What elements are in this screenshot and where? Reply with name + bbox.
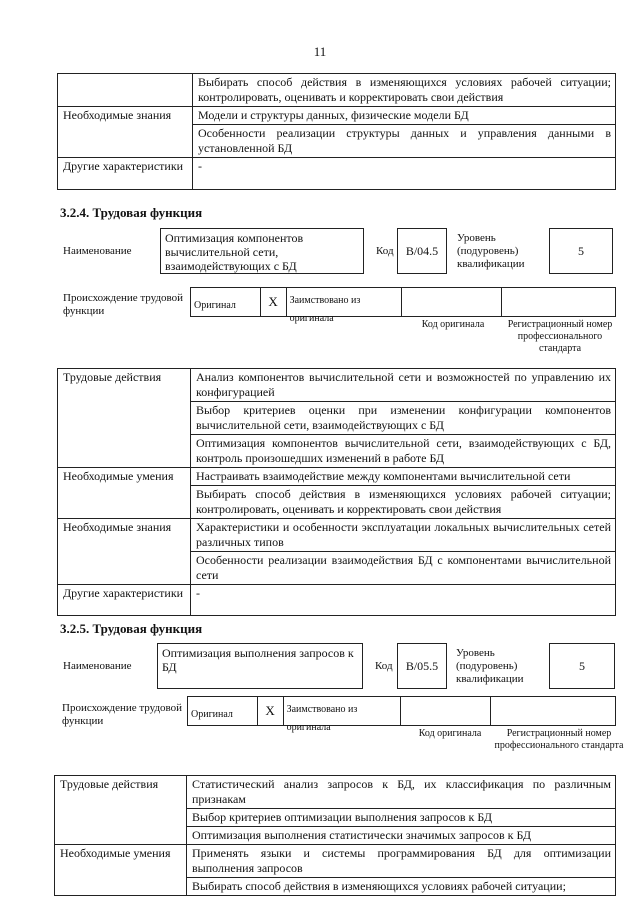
row-label: Необходимые знания: [58, 107, 193, 158]
row-desc: Особенности реализации взаимодействия БД с компонентами вычислительной сети: [191, 552, 616, 585]
table-row: [58, 519, 616, 552]
original-label: Оригинал: [191, 709, 233, 720]
reg-number-cell: [491, 697, 615, 725]
borrowed-label: Заимствовано из оригинала: [286, 704, 358, 733]
reg-number-cell: [502, 288, 615, 316]
row-desc: Выбор критериев оптимизации выполнения запросов к БД: [187, 809, 616, 827]
origin-table: [190, 287, 616, 324]
table-row: [55, 776, 616, 809]
table-row: [58, 468, 616, 486]
code-original-cell: [401, 697, 491, 725]
table-row: [58, 585, 616, 616]
row-desc: Выбирать способ действия в изменяющихся условиях рабочей ситуации;: [187, 878, 616, 896]
level-label: Уровень (подуровень) квалификации: [457, 232, 525, 270]
row-label: Необходимые умения: [55, 845, 187, 896]
top-table: [57, 73, 616, 190]
original-mark: X: [265, 703, 275, 718]
row-label: [58, 74, 193, 107]
origin-table: [187, 696, 616, 733]
row-desc: -: [191, 585, 616, 616]
name-label: Наименование: [63, 660, 132, 672]
row-desc: Особенности реализации структуры данных и управления данными в установленной БД: [193, 125, 616, 158]
row-desc: -: [193, 158, 616, 190]
row-desc: Выбирать способ действия в изменяющихся условиях рабочей ситуации; контролировать, оценивать и корректировать свои действия: [191, 486, 616, 519]
original-label: Оригинал: [194, 300, 236, 311]
row-desc: Статистический анализ запросов к БД, их классификация по различным признакам: [187, 776, 616, 809]
code-label: Код: [376, 245, 394, 257]
row-label: Другие характеристики: [58, 158, 193, 190]
row-desc: Выбор критериев оценки при изменении конфигурации компонентов вычислительной сети, взаимодействующих с БД: [191, 402, 616, 435]
origin-label: Происхождение трудовой функции: [63, 292, 184, 317]
code-original-cell: [402, 288, 502, 316]
function-2-table: [54, 775, 616, 896]
row-label: Другие характеристики: [58, 585, 191, 616]
table-row: [58, 107, 616, 125]
name-label: Наименование: [63, 245, 132, 257]
reg-number-caption: Регистрационный номер профессионального стандарта: [507, 319, 613, 354]
row-desc: Модели и структуры данных, физические модели БД: [193, 107, 616, 125]
row-label: Необходимые знания: [58, 519, 191, 585]
table-row: [58, 369, 616, 402]
borrowed-label: Заимствовано из оригинала: [289, 295, 361, 324]
row-label: Трудовые действия: [55, 776, 187, 845]
page-number: 11: [313, 44, 327, 59]
row-desc: Применять языки и системы программирования БД для оптимизации выполнения запросов: [187, 845, 616, 878]
row-label: Трудовые действия: [58, 369, 191, 468]
row-desc: Настраивать взаимодействие между компонентами вычислительной сети: [191, 468, 616, 486]
origin-label: Происхождение трудовой функции: [62, 702, 183, 727]
code-label: Код: [375, 660, 393, 672]
function-name-box: Оптимизация выполнения запросов к БД: [157, 643, 363, 689]
code-original-caption: Код оригинала: [421, 319, 485, 330]
row-desc: Выбирать способ действия в изменяющихся условиях рабочей ситуации; контролировать, оценивать и корректировать свои действия: [193, 74, 616, 107]
level-box: 5: [549, 643, 615, 689]
function-1-table: [57, 368, 616, 616]
row-desc: Оптимизация выполнения статистически значимых запросов к БД: [187, 827, 616, 845]
reg-number-caption: Регистрационный номер профессионального стандарта: [494, 728, 624, 751]
row-desc: Оптимизация компонентов вычислительной сети, взаимодействующих с БД, контроль произошедших изменений в работе БД: [191, 435, 616, 468]
level-label: Уровень (подуровень) квалификации: [456, 647, 524, 685]
row-desc: Анализ компонентов вычислительной сети и возможностей по управлению их конфигурацией: [191, 369, 616, 402]
section-heading: 3.2.4. Трудовая функция: [60, 205, 203, 220]
function-name-box: Оптимизация компонентов вычислительной сети, взаимодействующих с БД: [160, 228, 364, 274]
table-row: [58, 158, 616, 190]
row-desc: Характеристики и особенности эксплуатации локальных вычислительных сетей различных типов: [191, 519, 616, 552]
level-box: 5: [549, 228, 613, 274]
original-mark: X: [268, 294, 278, 309]
table-row: [58, 74, 616, 107]
table-row: [55, 845, 616, 878]
code-box: В/04.5: [397, 228, 447, 274]
section-heading: 3.2.5. Трудовая функция: [60, 621, 203, 636]
code-box: В/05.5: [397, 643, 447, 689]
row-label: Необходимые умения: [58, 468, 191, 519]
code-original-caption: Код оригинала: [418, 728, 482, 739]
